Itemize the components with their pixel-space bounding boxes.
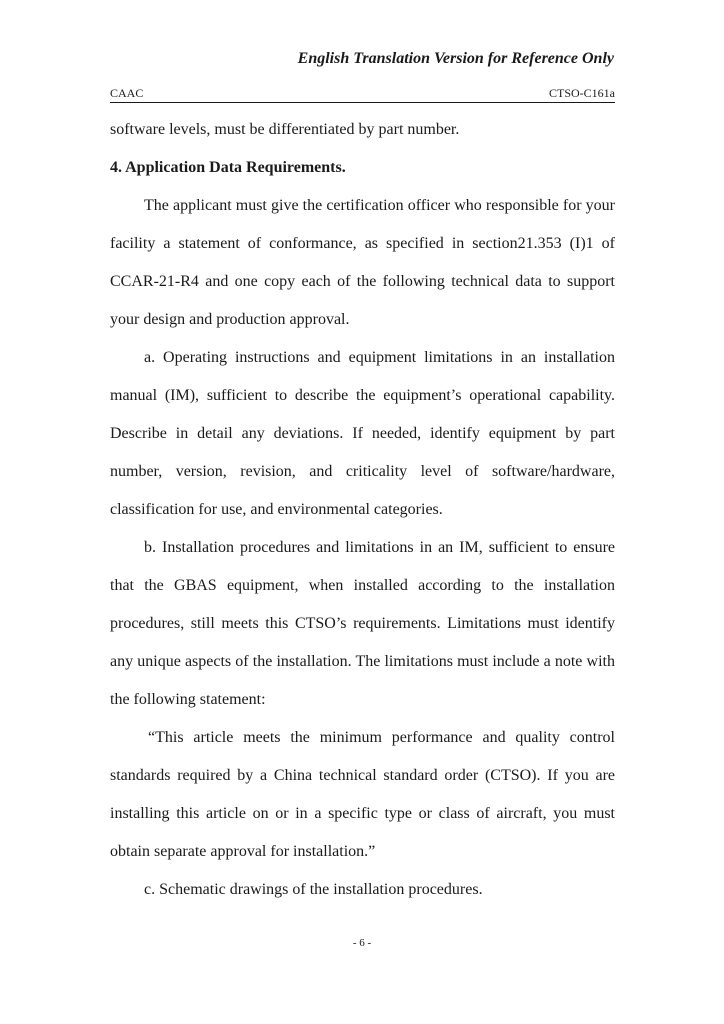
item-c-paragraph: c. Schematic drawings of the installation procedures. — [144, 881, 483, 898]
page-number: - 6 - — [352, 937, 372, 949]
item-a-paragraph: a. Operating instructions and equipment limitations in an installation manual (IM), sufficient to describe the equipment’s operational capability. Describe in detail any deviations. If needed, identify equipment by part number, version, revision, and criticality level of software/hardware, classification for use, and environmental categories. — [110, 349, 615, 518]
intro-paragraph: The applicant must give the certification officer who responsible for your facility a statement of conformance, as specified in section21.353 (I)1 of CCAR-21-R4 and one copy each of the following technical data to support your design and production approval. — [110, 197, 615, 328]
continued-paragraph: software levels, must be differentiated by part number. — [110, 121, 460, 138]
item-b-paragraph: b. Installation procedures and limitations in an IM, sufficient to ensure that the GBAS equipment, when installed according to the installation procedures, still meets this CTSO’s requirements. Limitations must identify any unique aspects of the installation. The limitations must include a note with the following statement: — [110, 539, 615, 708]
section-heading: 4. Application Data Requirements. — [110, 159, 346, 176]
page-header — [110, 86, 615, 103]
translation-banner: English Translation Version for Reference Only — [297, 50, 614, 67]
header-organization: CAAC — [110, 86, 144, 100]
quote-paragraph: “This article meets the minimum performance and quality control standards required by a China technical standard order (CTSO). If you are installing this article on or in a specific type or class of aircraft, you must obtain separate approval for installation.” — [110, 729, 615, 860]
header-document-id: CTSO-C161a — [549, 86, 615, 100]
page-body — [110, 111, 615, 909]
